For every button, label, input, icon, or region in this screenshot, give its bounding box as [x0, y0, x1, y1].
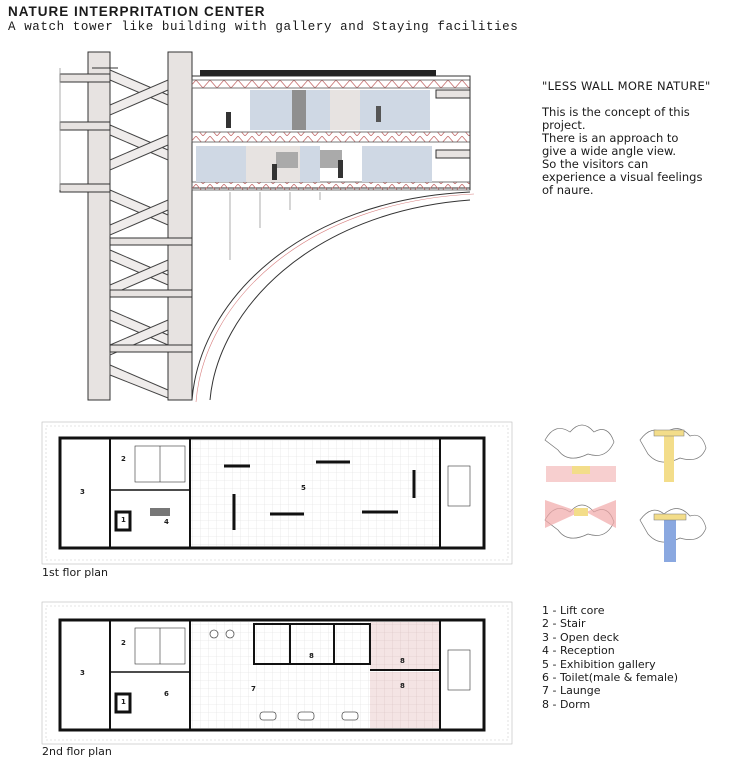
concept-line: This is the concept of this [542, 105, 690, 119]
legend-item: 1 - Lift core [542, 604, 605, 617]
page-subtitle: A watch tower like building with gallery and Staying facilities [8, 20, 519, 34]
second-plan-label-toilet: 6 [164, 690, 169, 698]
legend-item: 5 - Exhibition gallery [542, 657, 656, 671]
legend-item: 8 - Dorm [542, 697, 591, 711]
second-plan-label-lounge: 7 [251, 685, 256, 693]
tower-structure [60, 52, 192, 400]
second-plan-label-dorm: 8 [309, 652, 314, 660]
second-floor-plan [42, 602, 512, 744]
second-plan-label-dorm: 8 [400, 682, 405, 690]
second-plan-label-stair: 2 [121, 639, 126, 647]
concept-line: There is an approach to [542, 131, 679, 145]
page-title: NATURE INTERPRITATION CENTER [8, 4, 266, 19]
first-plan-label-lift: 1 [121, 516, 126, 524]
concept-line: project. [542, 118, 586, 132]
concept-line: So the visitors can [542, 157, 649, 171]
concept-line: experience a visual feelings [542, 170, 703, 184]
legend-item: 6 - Toilet(male & female) [542, 671, 679, 685]
second-plan-label-lift: 1 [121, 698, 126, 706]
first-plan-label-gallery: 5 [301, 484, 306, 492]
second-plan-label-dorm: 8 [400, 657, 405, 665]
first-plan-label-stair: 2 [121, 455, 126, 463]
legend-item: 3 - Open deck [542, 630, 620, 644]
concept-line: of naure. [542, 183, 594, 197]
second-plan-label-deck: 3 [80, 669, 85, 677]
legend [542, 604, 678, 711]
second-floor-caption: 2nd flor plan [42, 745, 112, 758]
legend-item: 7 - Launge [542, 684, 601, 698]
first-plan-label-deck: 3 [80, 488, 85, 496]
first-plan-label-reception: 4 [164, 518, 169, 526]
concept-quote: "LESS WALL MORE NATURE" [542, 79, 711, 93]
first-floor-plan [42, 422, 512, 564]
legend-item: 4 - Reception [542, 644, 615, 658]
first-floor-caption: 1st flor plan [42, 566, 108, 579]
gallery-block [192, 70, 470, 190]
arch-support [192, 192, 474, 402]
concept-line: give a wide angle view. [542, 144, 677, 158]
legend-item: 2 - Stair [542, 617, 586, 631]
concept-sketches [545, 425, 706, 562]
